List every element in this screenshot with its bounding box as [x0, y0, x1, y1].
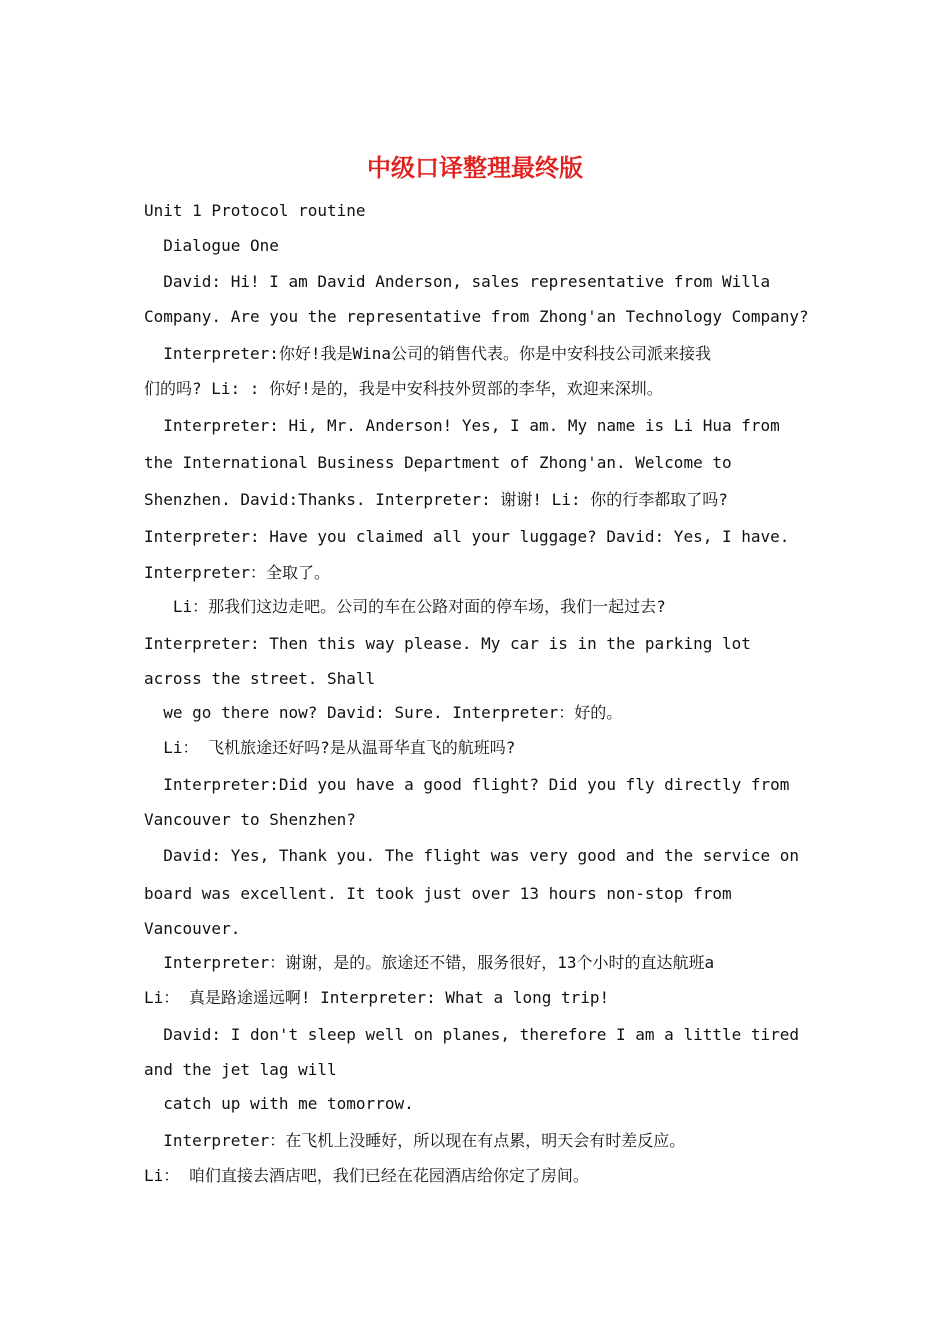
text-line: the International Business Department of Zhong'an. Welcome to: [144, 452, 732, 472]
text-line: Li： 真是路途遥远啊! Interpreter: What a long trip!: [144, 988, 610, 1007]
text-line: David: Yes, Thank you. The flight was very good and the service on: [144, 846, 800, 866]
document-title: 中级口译整理最终版: [367, 153, 583, 182]
text-line: across the street. Shall: [144, 668, 376, 688]
text-line: Vancouver.: [144, 918, 241, 938]
text-line: Interpreter:Did you have a good flight? Did you fly directly from: [144, 774, 790, 794]
text-line: and the jet lag will: [144, 1059, 337, 1079]
text-line: Dialogue One: [144, 235, 279, 255]
text-line: Vancouver to Shenzhen?: [144, 809, 356, 829]
text-line: Interpreter: Have you claimed all your luggage? David: Yes, I have.: [144, 527, 790, 547]
text-line: David: Hi! I am David Anderson, sales representative from Willa: [144, 272, 771, 292]
text-line: Interpreter: Hi, Mr. Anderson! Yes, I am. My name is Li Hua from: [144, 415, 780, 435]
text-line: Interpreter: Then this way please. My car is in the parking lot: [144, 633, 751, 653]
text-line: catch up with me tomorrow.: [144, 1094, 414, 1114]
document-body: [144, 194, 812, 1194]
text-line: Unit 1 Protocol routine: [144, 201, 366, 220]
text-line: Li：那我们这边走吧。公司的车在公路对面的停车场，我们一起过去?: [144, 597, 666, 617]
text-line: Shenzhen. David:Thanks. Interpreter: 谢谢! Li: 你的行李都取了吗?: [144, 490, 728, 510]
text-line: board was excellent. It took just over 13 hours non-stop from: [144, 883, 732, 903]
text-line: Interpreter：全取了。: [144, 562, 330, 582]
text-line: Interpreter：在飞机上没睡好，所以现在有点累，明天会有时差反应。: [144, 1130, 686, 1150]
text-line: Li： 飞机旅途还好吗?是从温哥华直飞的航班吗?: [144, 738, 516, 758]
text-line: Interpreter:你好!我是Wina公司的销售代表。你是中安科技公司派来接我: [144, 343, 712, 363]
text-line: Interpreter：谢谢，是的。旅途还不错，服务很好，13个小时的直达航班a: [144, 953, 715, 973]
text-line: Company. Are you the representative from Zhong'an Technology Company?: [144, 307, 809, 327]
text-line: Li： 咱们直接去酒店吧，我们已经在花园酒店给你定了房间。: [144, 1166, 589, 1186]
text-line: David: I don't sleep well on planes, therefore I am a little tired: [144, 1024, 800, 1044]
text-line: we go there now? David: Sure. Interpreter：好的。: [144, 703, 623, 723]
text-line: 们的吗? Li: : 你好!是的，我是中安科技外贸部的李华，欢迎来深圳。: [144, 379, 663, 399]
